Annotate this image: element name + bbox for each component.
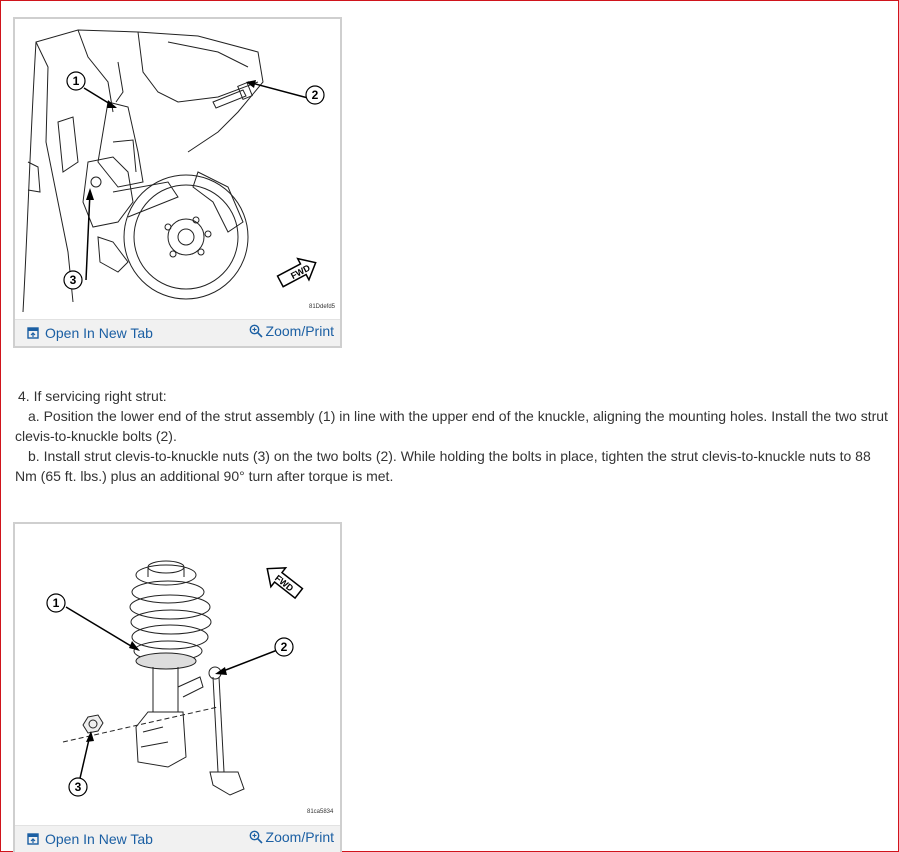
instruction-text — [15, 386, 895, 486]
figure-code: 81Ddefd5 — [309, 304, 336, 310]
callout-2-label: 2 — [280, 640, 288, 654]
step-substep-b: b. Install strut clevis-to-knuckle nuts (3) on the two bolts (2). While holding the bolts in place, tighten the strut clevis-to-knuckle nuts to 88 Nm (65 ft. lbs.) plus an additional 90° turn after torque is met. — [15, 448, 871, 484]
open-tab-icon — [27, 327, 39, 339]
zoom-icon — [249, 324, 263, 338]
step-heading: 4. If servicing right strut: — [18, 388, 167, 404]
callout-2-label: 2 — [311, 88, 319, 102]
zoom-print-link[interactable] — [249, 323, 334, 339]
open-in-new-tab-link[interactable] — [27, 831, 153, 847]
callout-1-label: 1 — [72, 74, 80, 88]
svg-text:FWD: FWD — [289, 262, 312, 282]
zoom-print-link[interactable] — [249, 829, 334, 845]
zoom-icon — [249, 830, 263, 844]
zoom-print-label: Zoom/Print — [265, 323, 334, 339]
fwd-arrow-icon — [275, 252, 322, 292]
open-in-new-tab-link[interactable] — [27, 325, 153, 341]
callout-1-label: 1 — [52, 596, 60, 610]
strut-install-illustration-1[interactable] — [18, 22, 337, 318]
figure-toolbar — [15, 319, 340, 346]
callout-3-label: 3 — [69, 273, 77, 287]
figure-code: 81ca5834 — [307, 809, 334, 815]
figure-toolbar — [15, 825, 340, 852]
step-substep-a: a. Position the lower end of the strut assembly (1) in line with the upper end of the knuckle, aligning the mounting holes. Install the two strut clevis-to-knuckle bolts (2). — [15, 408, 888, 444]
fwd-arrow-icon — [260, 559, 306, 603]
callout-3-label: 3 — [74, 780, 82, 794]
figure-1 — [13, 17, 342, 348]
zoom-print-label: Zoom/Print — [265, 829, 334, 845]
open-in-new-tab-label: Open In New Tab — [45, 325, 153, 341]
figure-2 — [13, 522, 342, 852]
strut-install-illustration-2[interactable] — [18, 527, 337, 823]
open-in-new-tab-label: Open In New Tab — [45, 831, 153, 847]
svg-text:FWD: FWD — [273, 572, 296, 594]
open-tab-icon — [27, 833, 39, 845]
